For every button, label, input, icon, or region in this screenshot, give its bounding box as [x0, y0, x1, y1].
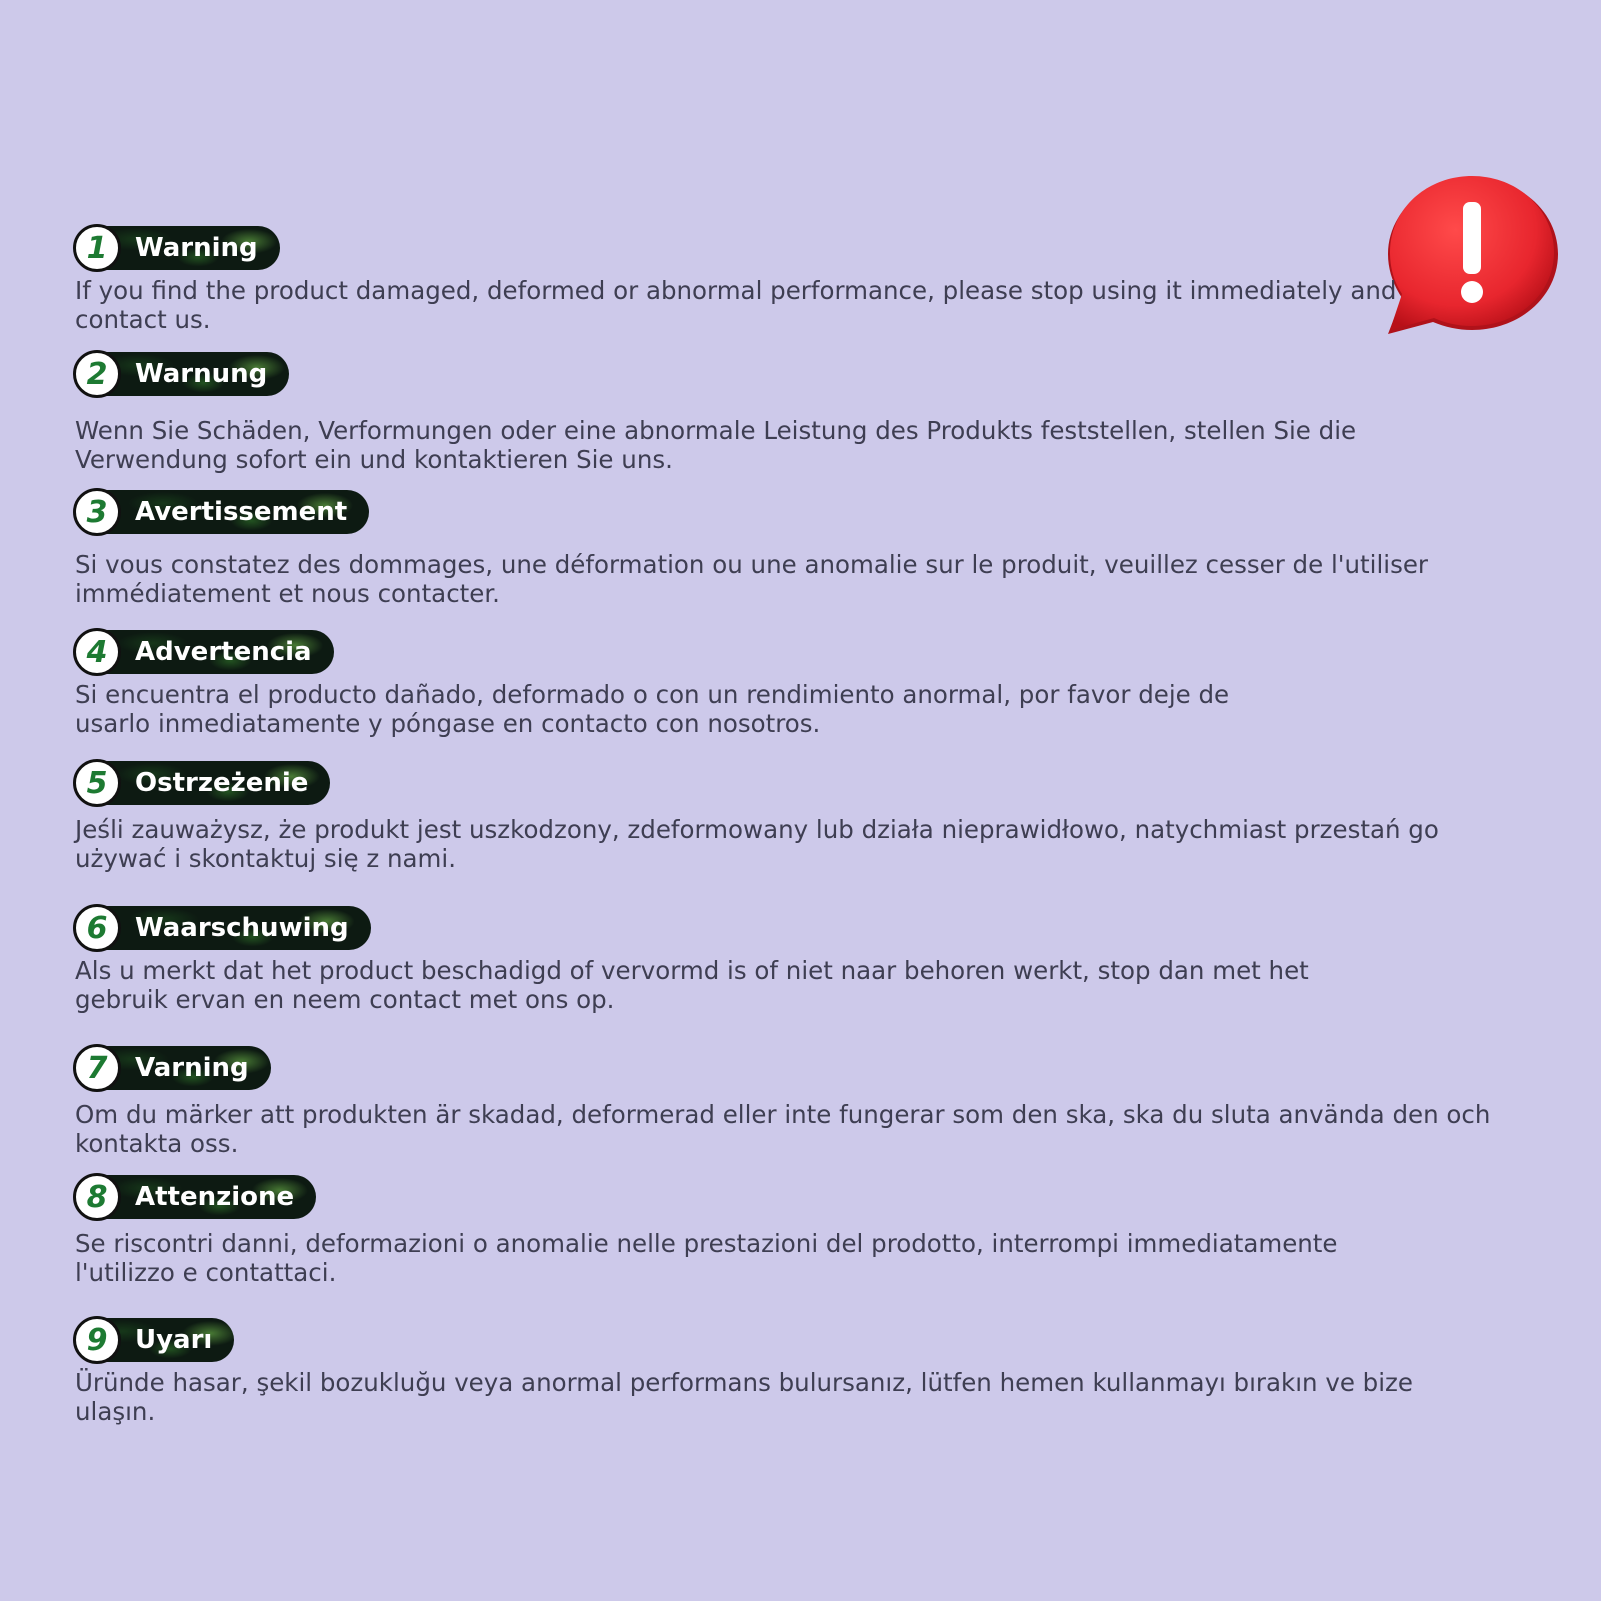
- warning-badge: [75, 1046, 271, 1090]
- warning-section: [75, 1175, 1495, 1287]
- warning-badge: [75, 1318, 234, 1362]
- warning-section: [75, 1318, 1495, 1426]
- warning-text: Si vous constatez des dommages, une déformation ou une anomalie sur le produit, veuillez cesser de l'utiliser immédiatement et nous contacter.: [75, 550, 1428, 608]
- warning-text: Üründe hasar, şekil bozukluğu veya anormal performans bulursanız, lütfen hemen kullanmayı bırakın ve bize ulaşın.: [75, 1368, 1413, 1426]
- warning-section: [75, 906, 1495, 1014]
- number-circle: 5: [73, 759, 121, 807]
- number-circle: 8: [73, 1173, 121, 1221]
- warning-title: Advertencia: [135, 637, 312, 667]
- warning-text: Als u merkt dat het product beschadigd of vervormd is of niet naar behoren werkt, stop dan met het gebruik ervan en neem contact met ons op.: [75, 956, 1309, 1014]
- warning-badge: [75, 226, 280, 270]
- warning-badge: [75, 1175, 316, 1219]
- warning-title: Warning: [135, 233, 258, 263]
- warning-title: Uyarı: [135, 1325, 213, 1355]
- warning-section: [75, 630, 1495, 738]
- warning-badge: [75, 906, 371, 950]
- warning-badge: [75, 630, 334, 674]
- warning-title: Waarschuwing: [135, 913, 349, 943]
- warning-text: Om du märker att produkten är skadad, deformerad eller inte fungerar som den ska, ska du sluta använda den och kontakta oss.: [75, 1100, 1491, 1158]
- warning-section: [75, 1046, 1495, 1158]
- warning-section: [75, 761, 1495, 873]
- warning-title: Attenzione: [135, 1182, 295, 1212]
- number-circle: 1: [73, 224, 121, 272]
- warning-text: Jeśli zauważysz, że produkt jest uszkodzony, zdeformowany lub działa nieprawidłowo, natychmiast przestań go używać i skontaktuj się z nami.: [75, 815, 1439, 873]
- number-circle: 9: [73, 1316, 121, 1364]
- warning-text: Si encuentra el producto dañado, deformado o con un rendimiento anormal, por favor deje de usarlo inmediatamente y póngase en contacto con nosotros.: [75, 680, 1230, 738]
- warning-text: Wenn Sie Schäden, Verformungen oder eine abnormale Leistung des Produkts feststellen, stellen Sie die Verwendung sofort ein und kontaktieren Sie uns.: [75, 416, 1357, 474]
- warning-title: Warnung: [135, 359, 268, 389]
- warning-section: [75, 490, 1495, 608]
- warning-title: Avertissement: [135, 497, 348, 527]
- warning-title: Varning: [135, 1053, 249, 1083]
- warning-section: [75, 352, 1495, 474]
- warning-badge: [75, 761, 330, 805]
- number-circle: 4: [73, 628, 121, 676]
- number-circle: 6: [73, 904, 121, 952]
- warning-section: [75, 226, 1495, 334]
- number-circle: 3: [73, 488, 121, 536]
- number-circle: 2: [73, 350, 121, 398]
- warning-badge: [75, 352, 289, 396]
- warning-text: If you find the product damaged, deformed or abnormal performance, please stop using it immediately and contact us.: [75, 276, 1397, 334]
- number-circle: 7: [73, 1044, 121, 1092]
- warning-text: Se riscontri danni, deformazioni o anomalie nelle prestazioni del prodotto, interrompi immediatamente l'utilizzo e contattaci.: [75, 1229, 1338, 1287]
- warning-badge: [75, 490, 369, 534]
- warning-title: Ostrzeżenie: [135, 768, 309, 798]
